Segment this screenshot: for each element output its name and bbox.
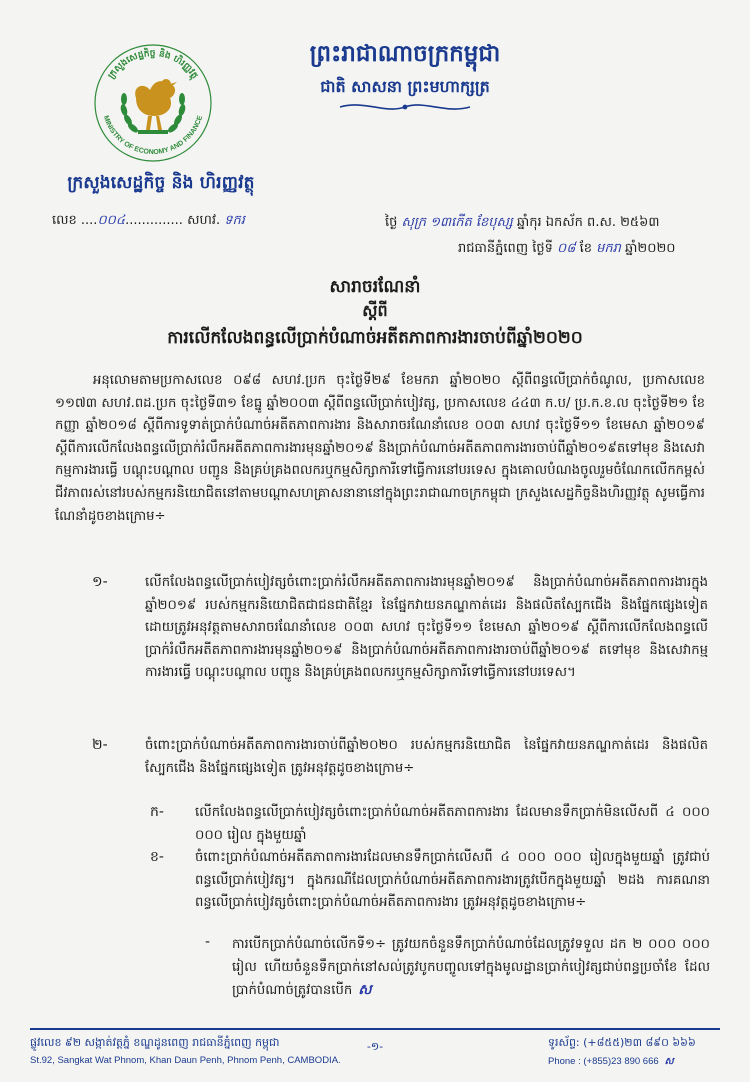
solar-date-day: ០៨	[557, 241, 576, 256]
decorative-ornament	[335, 100, 475, 114]
ministry-emblem	[92, 42, 214, 164]
ref-number-handwritten: ០០៤	[97, 213, 126, 228]
intro-paragraph: អនុលោមតាមប្រកាសលេខ ០៩៨ សហវ.ប្រក ចុះថ្ងៃទី២៩ ខែមករា ឆ្នាំ២០២០ ស្តីពីពន្ធលើប្រាក់ចំណូល, ប្រកាសលេខ ១១៧៣ សហវ.ពដ.ប្រក ចុះថ្ងៃទី៣១ ខែធ្នូ ឆ្នាំ២០០៣ ស្តីពីពន្ធលើប្រាក់បៀវត្ស, ប្រកាសលេខ ៤៤៣ ក.ប/ ប្រ.ក.ខ.ល ចុះថ្ងៃទី២១ ខែកញ្ញា ឆ្នាំ២០១៨ ស្តីពីការទូទាត់ប្រាក់បំណាច់អតីតភាពការងារ និងសារាចរណែនាំលេខ ០០៣ សហវ ចុះថ្ងៃទី១១ ខែមេសា ឆ្នាំ២០១៩ ស្តីពីការលើកលែងពន្ធលើប្រាក់រំលឹកអតីតភាពការងារមុនឆ្នាំ២០១៩ និងប្រាក់បំណាច់អតីតភាពការងារចាប់ពីឆ្នាំ២០១៩តទៅមុខ និងសេវាកម្មការងារធ្វើ បណ្តុះបណ្តាល បញ្ជូន និងគ្រប់គ្រងពលករឬកម្មសិក្សាការីទៅធ្វើការនៅបរទេស ក្នុងគោលបំណងចូលរួមចំណែកលើកកម្ពស់ជីវភាពរស់នៅរបស់កម្មករនិយោជិតនៅតាមបណ្តាសហគ្រាសនានានៅក្នុងព្រះរាជាណាចក្រកម្ពុជា ក្រសួងសេដ្ឋកិច្ចនិងហិរញ្ញវត្ថុ សូមធ្វើការណែនាំដូចខាងក្រោម÷	[55, 373, 705, 524]
lunar-date-prefix: ថ្ងៃ	[385, 215, 398, 230]
item-number: ១-	[92, 574, 108, 590]
document-subject: ការលើកលែងពន្ធលើប្រាក់បំណាច់អតីតភាពការងារចាប់ពីឆ្នាំ២០២០	[167, 328, 583, 348]
svg-text:ក្រសួងសេដ្ឋកិច្ច និង ហិរញ្ញវត្	[107, 47, 200, 82]
page-number: -១-	[366, 1040, 384, 1053]
emblem-ring-top-text: ក្រសួងសេដ្ឋកិច្ច និង ហិរញ្ញវត្ថុ	[106, 48, 200, 81]
subitem-paragraph: លើកលែងពន្ធលើប្រាក់បៀវត្សចំពោះប្រាក់បំណាច់អតីតភាពការងារ ដែលមានទឹកប្រាក់មិនលើសពី ៤ ០០០ ០០០ រៀល ក្នុងមួយឆ្នាំ	[195, 805, 710, 843]
solar-date-prefix: រាជធានីភ្នំពេញ ថ្ងៃទី	[458, 241, 553, 256]
ref-label-type: សហវ	[187, 213, 216, 228]
lunar-date-year: ឆ្នាំកុរ ឯកស័ក ព.ស. ២៥៦៣	[516, 215, 660, 230]
solar-date-month-label: ខែ	[579, 241, 592, 256]
bullet-paragraph	[232, 934, 710, 1003]
subitem-label: ក-	[150, 804, 164, 820]
emblem-ring-bottom-text: MINISTRY OF ECONOMY AND FINANCE	[101, 114, 205, 157]
footer-divider	[30, 1028, 720, 1030]
lunar-date	[385, 214, 715, 233]
ref-label-no: លេខ	[52, 213, 77, 228]
footer-phone-english-text: Phone : (+855)23 890 666	[548, 1056, 659, 1067]
ref-type-handwritten: ទករ	[224, 213, 245, 228]
footer-address-khmer: ផ្លូវលេខ ៩២ សង្កាត់វត្តភ្នំ ខណ្ឌដូនពេញ រាជធានីភ្នំពេញ កម្ពុជា	[30, 1036, 280, 1049]
document-type-title: សារាចរណែនាំ	[329, 277, 421, 297]
footer-handwritten-initial: ស	[664, 1056, 674, 1067]
item-paragraph: ចំពោះប្រាក់បំណាច់អតីតភាពការងារចាប់ពីឆ្នាំ២០២០ របស់កម្មករនិយោជិត នៃផ្នែកវាយនភណ្ឌកាត់ដេរ និងផលិតស្បែកជើង និងផ្នែកផ្សេងទៀត ត្រូវអនុវត្តដូចខាងក្រោម÷	[145, 738, 708, 776]
svg-text:MINISTRY OF ECONOMY AND FINANC	[102, 115, 204, 157]
handwritten-initial: ស	[358, 982, 372, 998]
bullet-text: ការបើកប្រាក់បំណាច់លើកទី១÷ ត្រូវយកចំនួនទឹកប្រាក់បំណាច់ដែលត្រូវទទួល ដក ២ ០០០ ០០០ រៀល ហើយចំនួនទឹកប្រាក់នៅសល់ត្រូវបូកបញ្ចូលទៅក្នុងមូលដ្ឋានប្រាក់បៀវត្សជាប់ពន្ធប្រចាំខែ ដែលប្រាក់បំណាច់ត្រូវបានបើក	[232, 937, 710, 998]
kingdom-title: ព្រះរាជាណាចក្រកម្ពុជា	[309, 41, 501, 67]
subitem-paragraph: ចំពោះប្រាក់បំណាច់អតីតភាពការងារដែលមានទឹកប្រាក់លើសពី ៤ ០០០ ០០០ រៀលក្នុងមួយឆ្នាំ ត្រូវជាប់ពន្ធលើប្រាក់បៀវត្ស។ ក្នុងករណីដែលប្រាក់បំណាច់អតីតភាពការងារត្រូវបើកក្នុងមួយឆ្នាំ ២ដង ការគណនាពន្ធលើប្រាក់បៀវត្សចំពោះប្រាក់បំណាច់អតីតភាពការងារ ត្រូវអនុវត្តដូចខាងក្រោម÷	[195, 850, 710, 910]
footer-phone-khmer: ទូរស័ព្ទ: (+៨៥៥)២៣ ៨៩០ ៦៦៦	[548, 1036, 696, 1049]
solar-date-month: មករា	[596, 241, 621, 256]
subitem-label: ខ-	[150, 849, 164, 865]
item-number: ២-	[92, 737, 108, 753]
document-subject-label: ស្តីពី	[362, 301, 388, 320]
item-paragraph: លើកលែងពន្ធលើប្រាក់បៀវត្សចំពោះប្រាក់រំលឹកអតីតភាពការងារមុនឆ្នាំ២០១៩ និងប្រាក់បំណាច់អតីតភាពការងារក្នុងឆ្នាំ២០១៩ របស់កម្មករនិយោជិតជាជនជាតិខ្មែរ នៃផ្នែកវាយនភណ្ឌកាត់ដេរ និងផលិតស្បែកជើង និងផ្នែកផ្សេងទៀត ដោយត្រូវអនុវត្តតាមសារាចរណែនាំលេខ ០០៣ សហវ ចុះថ្ងៃទី១១ ខែមេសា ឆ្នាំ២០១៩ ស្តីពីការលើកលែងពន្ធលើប្រាក់រំលឹកអតីតភាពការងារមុនឆ្នាំ២០១៩ និងប្រាក់បំណាច់អតីតភាពការងារចាប់ពីឆ្នាំ២០១៩ តទៅមុខ និងសេវាកម្មការងារធ្វើ បណ្តុះបណ្តាល បញ្ជូន និងគ្រប់គ្រងពលករឬកម្មសិក្សាការីទៅធ្វើការនៅបរទេស។	[145, 575, 708, 680]
solar-date-year: ឆ្នាំ២០២០	[625, 241, 676, 256]
lunar-date-handwritten: សុក្រ ១៣កើត ខែបុស្ស	[401, 215, 513, 230]
national-motto: ជាតិ សាសនា ព្រះមហាក្សត្រ	[320, 77, 490, 96]
bullet-dash: -	[205, 934, 211, 950]
reference-number: លេខ ....០០៤.............. សហវ. ទករ	[52, 213, 245, 228]
solar-date	[458, 240, 720, 259]
footer-phone-english	[548, 1055, 674, 1069]
footer-address-english: St.92, Sangkat Wat Phnom, Khan Daun Penh, Phnom Penh, CAMBODIA.	[30, 1055, 341, 1066]
ministry-name: ក្រសួងសេដ្ឋកិច្ច និង ហិរញ្ញវត្ថុ	[67, 173, 255, 193]
